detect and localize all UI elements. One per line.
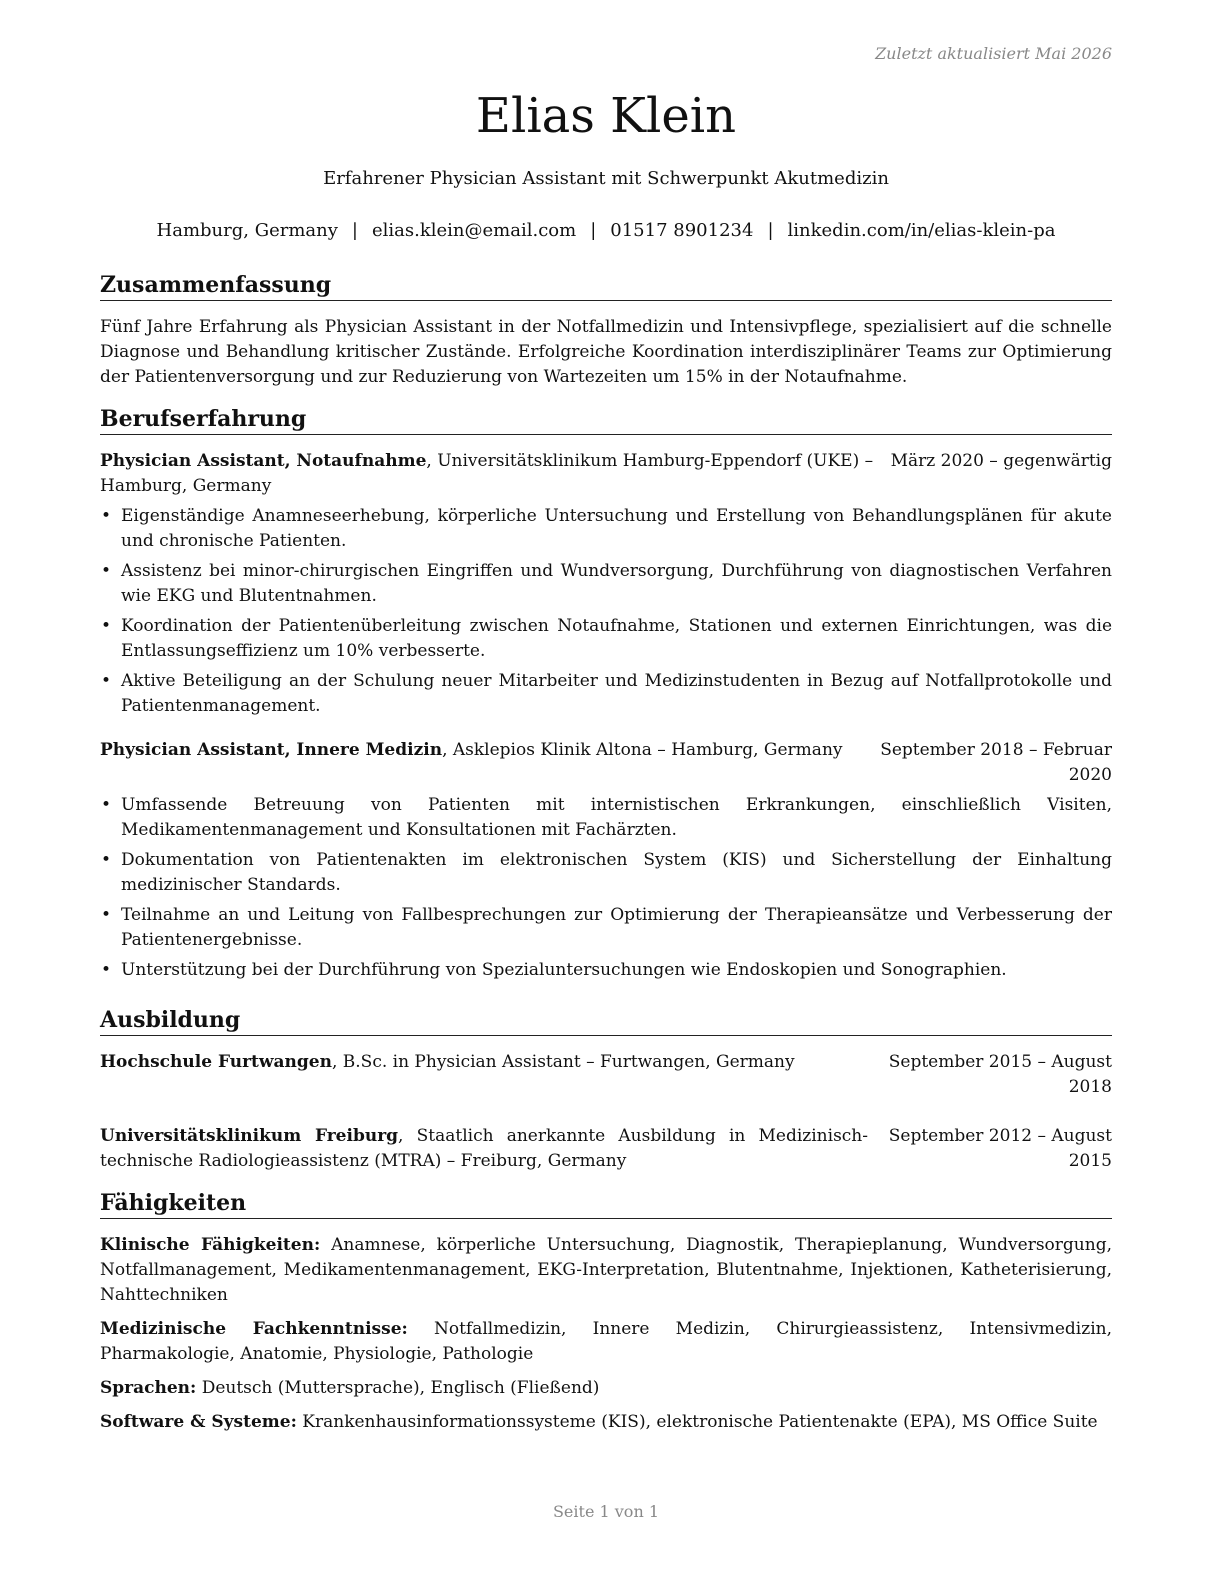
section-title-summary: Zusammenfassung (100, 271, 1112, 301)
job-role: Physician Assistant, Innere Medizin (100, 740, 443, 760)
education-entry (100, 1050, 1112, 1100)
list-item: • Teilnahme an und Leitung von Fallbesprechungen zur Optimierung der Therapieansätze und Verbesserung der Patientenergebnisse. (101, 905, 1112, 950)
list-item: • Aktive Beteiligung an der Schulung neuer Mitarbeiter und Medizinstudenten in Bezug auf Notfallprotokolle und Patientenmanagement. (101, 671, 1112, 716)
skill-value: Anamnese, körperliche Untersuchung, Diagnostik, Therapieplanung, Wundversorgung, Notfallmanagement, Medikamentenmanagement, EKG-Interpretation, Blutentnahme, Injektionen, Katheterisierung, Nahttechniken (100, 1235, 1112, 1305)
contact-linkedin[interactable]: linkedin.com/in/elias-klein-pa (787, 220, 1056, 241)
job-entry (100, 449, 1112, 719)
job-header (100, 449, 1112, 474)
bullet-icon: • (101, 795, 112, 815)
job-header (100, 738, 1112, 788)
list-item: • Koordination der Patientenüberleitung zwischen Notaufnahme, Stationen und externen Einrichtungen, was die Entlassungseffizienz um 10% verbesserte. (101, 616, 1112, 661)
job-title-line (100, 449, 883, 474)
skill-label: Software & Systeme: (100, 1412, 297, 1432)
section-title-skills: Fähigkeiten (100, 1189, 1112, 1219)
education-title-line (100, 1050, 868, 1075)
job-employer: , Universitätsklinikum Hamburg-Eppendorf (UKE) – (426, 451, 874, 471)
contact-separator: | (351, 220, 358, 241)
bullet-icon: • (101, 850, 112, 870)
contact-separator: | (767, 220, 774, 241)
bullet-icon: • (101, 671, 112, 691)
resume-page (100, 0, 1112, 1584)
skill-value: Krankenhausinformationssysteme (KIS), elektronische Patientenakte (EPA), MS Office Suite (296, 1412, 1098, 1432)
summary-text: Fünf Jahre Erfahrung als Physician Assistant in der Notfallmedizin und Intensivpflege, spezialisiert auf die schnelle Diagnose und Behandlung kritischer Zustände. Erfolgreiche Koordination interdisziplinärer Teams zur Optimierung der Patientenversorgung und zur Reduzierung von Wartezeiten um 15% in der Notaufnahme. (100, 317, 1112, 387)
job-title-line (100, 738, 868, 763)
bullet-icon: • (101, 506, 112, 526)
bullet-icon: • (101, 616, 112, 636)
job-employer: , Asklepios Klinik Altona – Hamburg, Germany (442, 740, 843, 760)
education-header (100, 1050, 1112, 1100)
list-item: • Dokumentation von Patientenakten im elektronischen System (KIS) und Sicherstellung der Einhaltung medizinischer Standards. (101, 850, 1112, 895)
education-institution: Hochschule Furtwangen (100, 1052, 332, 1072)
skill-label: Medizinische Fachkenntnisse: (100, 1319, 408, 1339)
job-entry (100, 738, 1112, 983)
skill-row (100, 1317, 1112, 1367)
job-bullets (100, 504, 1112, 719)
education-dates: September 2015 – August 2018 (888, 1052, 1112, 1097)
contact-location: Hamburg, Germany (156, 220, 338, 241)
job-dates: September 2018 – Februar 2020 (880, 740, 1112, 785)
skill-label: Sprachen: (100, 1378, 197, 1398)
bullet-icon: • (101, 561, 112, 581)
skills-list (100, 1233, 1112, 1435)
bullet-icon: • (101, 960, 112, 980)
education-entry (100, 1124, 1112, 1174)
section-title-experience: Berufserfahrung (100, 405, 1112, 435)
education-header (100, 1124, 1112, 1174)
bullet-icon: • (101, 905, 112, 925)
contact-phone: 01517 8901234 (610, 220, 754, 241)
last-updated-note: Zuletzt aktualisiert Mai 2026 (875, 44, 1112, 63)
list-item: • Umfassende Betreuung von Patienten mit internistischen Erkrankungen, einschließlich Visiten, Medikamentenmanagement und Konsultationen mit Fachärzten. (101, 795, 1112, 840)
skill-value: Notfallmedizin, Innere Medizin, Chirurgieassistenz, Intensivmedizin, Pharmakologie, Anatomie, Physiologie, Pathologie (100, 1319, 1112, 1364)
skill-value: Deutsch (Muttersprache), Englisch (Fließend) (196, 1378, 600, 1398)
education-title-line (100, 1124, 868, 1174)
contact-line (100, 219, 1112, 243)
experience-section (100, 405, 1112, 988)
candidate-name: Elias Klein (475, 88, 737, 144)
section-title-education: Ausbildung (100, 1006, 1112, 1036)
list-item: • Assistenz bei minor-chirurgischen Eingriffen und Wundversorgung, Durchführung von diagnostischen Verfahren wie EKG und Blutentnahmen. (101, 561, 1112, 606)
candidate-headline: Erfahrener Physician Assistant mit Schwerpunkt Akutmedizin (323, 168, 889, 189)
job-location: Hamburg, Germany (100, 476, 272, 496)
job-dates: März 2020 – gegenwärtig (890, 451, 1112, 471)
education-dates: September 2012 – August 2015 (888, 1126, 1112, 1171)
skill-label: Klinische Fähigkeiten: (100, 1235, 321, 1255)
contact-email[interactable]: elias.klein@email.com (372, 220, 577, 241)
summary-section (100, 271, 1112, 390)
page-number: Seite 1 von 1 (552, 1502, 660, 1521)
education-institution: Universitätsklinikum Freiburg (100, 1126, 399, 1146)
education-details: , B.Sc. in Physician Assistant – Furtwangen, Germany (331, 1052, 795, 1072)
education-section (100, 1006, 1112, 1174)
skill-row (100, 1233, 1112, 1308)
job-bullets (100, 793, 1112, 983)
list-item: • Unterstützung bei der Durchführung von Spezialuntersuchungen wie Endoskopien und Sonographien. (100, 958, 1112, 983)
job-role: Physician Assistant, Notaufnahme (100, 451, 427, 471)
skill-row (100, 1410, 1112, 1435)
list-item: • Eigenständige Anamneseerhebung, körperliche Untersuchung und Erstellung von Behandlungsplänen für akute und chronische Patienten. (101, 506, 1112, 551)
education-details: , Staatlich anerkannte Ausbildung in Medizinisch-technische Radiologieassistenz (MTRA) – Freiburg, Germany (100, 1126, 869, 1171)
contact-separator: | (590, 220, 597, 241)
skills-section (100, 1189, 1112, 1444)
skill-row (100, 1376, 1112, 1401)
